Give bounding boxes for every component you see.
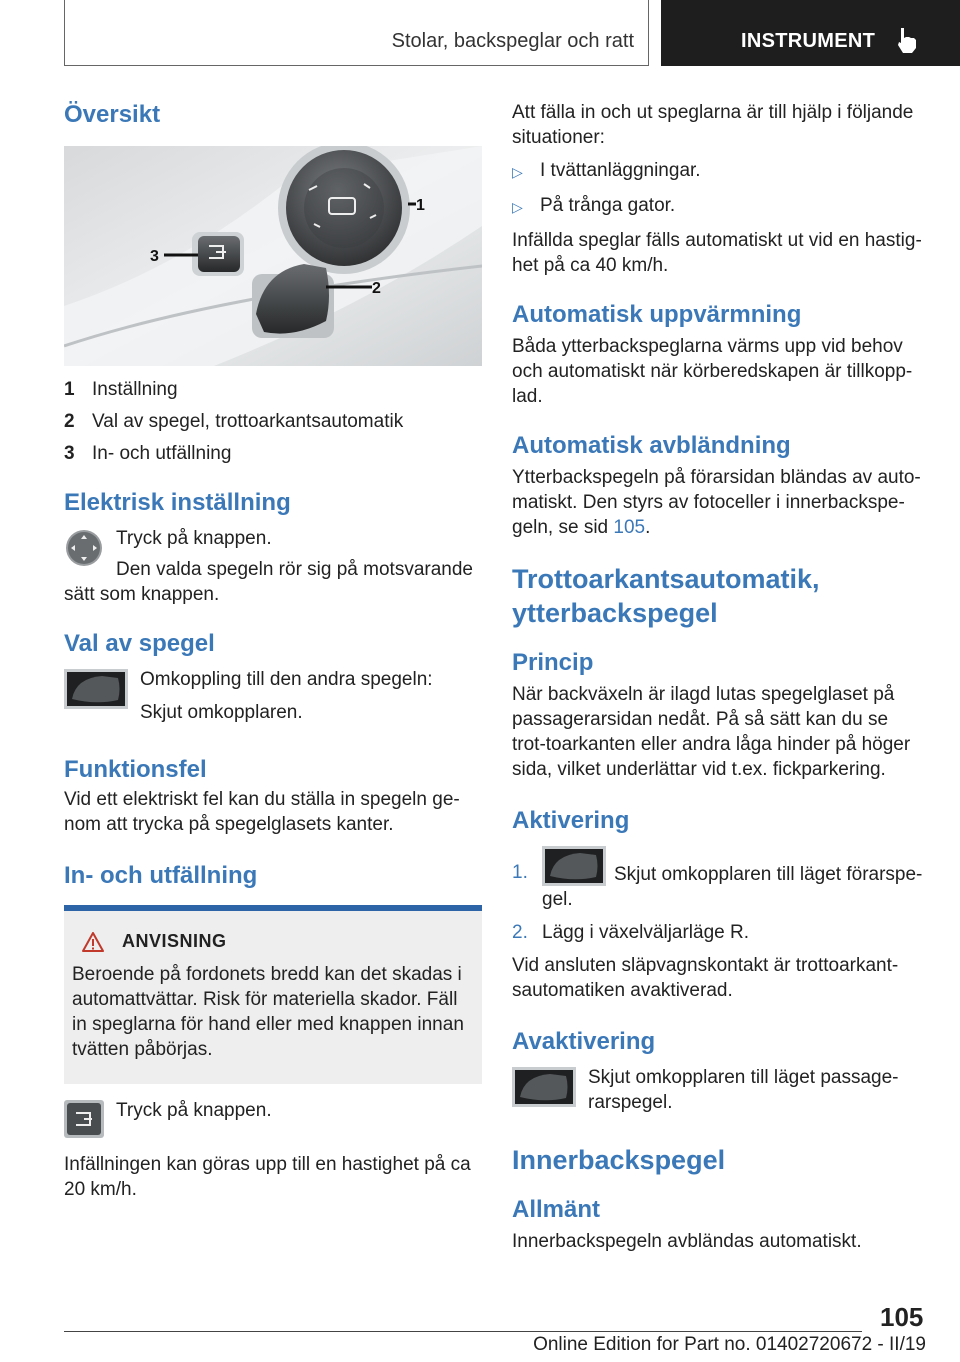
principle-heading: Princip: [512, 649, 594, 676]
legend-item: [64, 438, 482, 470]
page-reference-link[interactable]: 105: [613, 517, 646, 538]
legend-text: In- och utfällning: [92, 443, 232, 464]
bullet-triangle-icon: ▷: [512, 164, 523, 180]
general-heading: Allmänt: [512, 1196, 601, 1223]
activation-step: [512, 920, 926, 945]
legend-item: [64, 374, 482, 406]
fold-intro: Att fälla in och ut speglarna är till hjälp i följande situationer:: [512, 102, 914, 148]
legend-number: 1: [64, 379, 75, 400]
step-number: 2.: [512, 922, 528, 943]
select-mirror-heading: Val av spegel: [64, 630, 215, 657]
select-step-1: Omkoppling till den andra spegeln:: [140, 669, 433, 690]
step-text: Lägg i växelväljarläge R.: [542, 922, 750, 943]
warning-title-row: [72, 931, 474, 952]
step-text: Skjut omkopplaren till läget förarspe-gel.: [542, 864, 923, 910]
curb-heading: Trottoarkantsautomatik, ytterbackspegel: [512, 564, 820, 628]
step-number: 1.: [512, 862, 528, 883]
heating-text: Båda ytterbackspeglarna värms upp vid behov och automatiskt när körberedskapen är tillkopp-lad.: [512, 336, 913, 407]
legend-text: Val av spegel, trottoarkantsautomatik: [92, 411, 404, 432]
general-text: Innerbackspegeln avbländas automatiskt.: [512, 1231, 862, 1252]
heating-heading: Automatisk uppvärmning: [512, 301, 802, 328]
select-step-2: Skjut omkopplaren.: [140, 702, 303, 723]
dimming-text: [512, 465, 926, 540]
bullet-item: [512, 193, 926, 220]
mirror-controls-photo: [64, 146, 482, 366]
dimming-heading: Automatisk avbländning: [512, 432, 791, 459]
legend-number: 3: [64, 443, 75, 464]
auto-fold-text: Infällda speglar fälls automatiskt ut vid en hastig-het på ca 40 km/h.: [512, 230, 922, 276]
bullet-text: På trånga gator.: [540, 195, 676, 216]
fold-mirror-button-icon: [64, 1100, 104, 1138]
select-block: [64, 667, 482, 733]
toggle-switch-icon: [542, 846, 606, 886]
malfunction-text: Vid ett elektriskt fel kan du ställa in spegeln ge-nom att trycka på spegelglasets kanter.: [64, 789, 460, 835]
deactivation-text: Skjut omkopplaren till läget passage-rarspegel.: [588, 1067, 899, 1113]
bullet-triangle-icon: ▷: [512, 199, 523, 215]
malfunction-heading: Funktionsfel: [64, 756, 207, 783]
header-section-box: [64, 0, 649, 66]
legend-number: 2: [64, 411, 75, 432]
callout-2: 2: [372, 280, 381, 297]
activation-note: Vid ansluten släpvagnskontakt är trottoarkant-sautomatiken avaktiverad.: [512, 955, 899, 1001]
warning-text: Beroende på fordonets bredd kan det skadas i automattvättar. Risk för materiella skador. Fäll in speglarna för hand eller med knappen innan tvätten påbörjas.: [72, 964, 464, 1060]
chapter-title: INSTRUMENT: [741, 30, 876, 52]
chapter-tab[interactable]: [661, 0, 960, 66]
electric-heading: Elektrisk inställning: [64, 489, 291, 516]
dimming-text-body: Ytterbackspegeln på förarsidan bländas av auto-matiskt. Den styrs av fotoceller i innerbackspe-geln, se sid: [512, 467, 921, 538]
dimming-text-end: .: [645, 517, 651, 538]
legend-list: [64, 374, 482, 470]
fold-block: [64, 1098, 482, 1142]
activation-heading: Aktivering: [512, 807, 630, 834]
warning-title: ANVISNING: [122, 931, 227, 951]
inner-mirror-heading: Innerbackspegel: [512, 1145, 726, 1175]
electric-block: [64, 526, 482, 607]
fold-speed-note: Infällningen kan göras upp till en hastighet på ca 20 km/h.: [64, 1154, 471, 1200]
overview-heading: Översikt: [64, 101, 161, 128]
fold-heading: In- och utfällning: [64, 862, 258, 889]
joystick-button-icon: [64, 528, 104, 568]
section-title: Stolar, backspeglar och ratt: [391, 30, 634, 52]
page-number: 105: [880, 1302, 924, 1332]
warning-triangle-icon: [82, 932, 104, 952]
pointing-hand-icon: [895, 26, 921, 54]
footer-divider: [64, 1331, 862, 1332]
legend-item: [64, 406, 482, 438]
deactivation-heading: Avaktivering: [512, 1028, 656, 1055]
fold-step: Tryck på knappen.: [116, 1100, 272, 1121]
electric-step: Tryck på knappen.: [116, 528, 272, 549]
activation-step: [512, 846, 926, 912]
step-body: [542, 846, 926, 912]
callout-3: 3: [150, 248, 159, 265]
footer-edition: Online Edition for Part no. 01402720672 - II/19: [533, 1334, 926, 1355]
toggle-switch-icon: [512, 1067, 576, 1107]
legend-text: Inställning: [92, 379, 178, 400]
principle-text: När backväxeln är ilagd lutas spegelglaset på passagerarsidan nedåt. På så sätt kan du se trot-toarkanten eller andra låga hinder på höger sida, vilket underlättar vid t.ex. fickparkering.: [512, 684, 911, 780]
callout-1: 1: [416, 197, 425, 214]
toggle-switch-icon: [64, 669, 128, 709]
electric-description: Den valda spegeln rör sig på motsvarande sätt som knappen.: [64, 559, 473, 605]
left-column: [64, 100, 482, 1202]
warning-box: [64, 905, 482, 1084]
deactivation-block: [512, 1065, 926, 1115]
bullet-text: I tvättanläggningar.: [540, 160, 701, 181]
bullet-item: [512, 158, 926, 185]
right-column: [512, 100, 926, 1254]
